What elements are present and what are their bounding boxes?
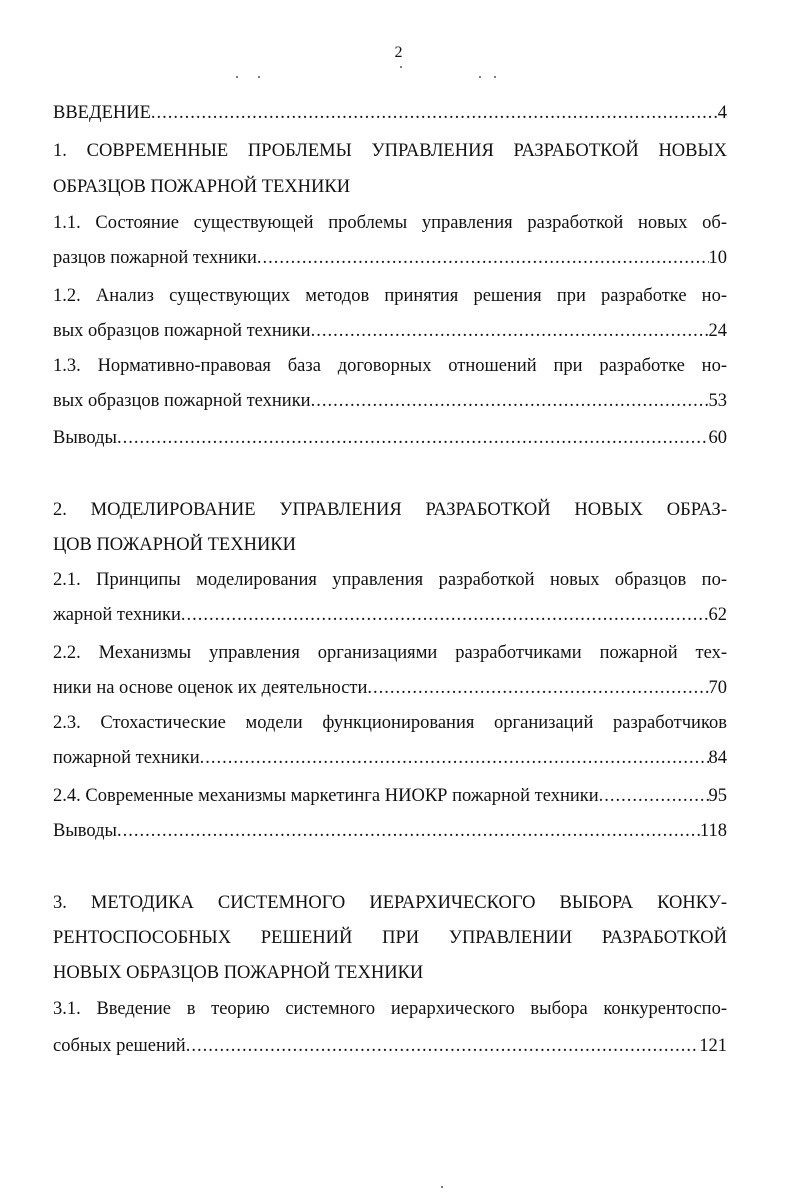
toc-entry-2-3-line-1: 2.3. Стохастические модели функционирования организаций разработчиков: [53, 713, 727, 733]
toc-entry-1-conclusions[interactable]: [53, 425, 727, 451]
toc-entry-label: пожарной техники: [53, 748, 200, 768]
toc-page-number: 24: [708, 321, 727, 341]
toc-entry-2-4[interactable]: [53, 783, 727, 809]
toc-entry-label: жарной техники: [53, 605, 181, 625]
dot-leader: [186, 1033, 700, 1059]
dot-leader: [181, 602, 709, 628]
toc-entry-1-3-line-1: 1.3. Нормативно-правовая база договорных отношений при разработке но-: [53, 356, 727, 376]
toc-page-number: 118: [699, 821, 727, 841]
toc-entry-label: вых образцов пожарной техники: [53, 321, 311, 341]
chapter-3-title-line-2: РЕНТОСПОСОБНЫХ РЕШЕНИЙ ПРИ УПРАВЛЕНИИ РАЗРАБОТКОЙ: [53, 928, 727, 948]
scan-speck: [258, 76, 260, 78]
toc-entry-1-2[interactable]: [53, 318, 727, 344]
toc-entry-label: ники на основе оценок их деятельности: [53, 678, 368, 698]
toc-entry-2-1-line-1: 2.1. Принципы моделирования управления разработкой новых образцов по-: [53, 570, 727, 590]
toc-page-number: 53: [708, 391, 727, 411]
toc-entry-1-3[interactable]: [53, 388, 727, 414]
dot-leader: [257, 245, 709, 271]
toc-page-number: 4: [717, 103, 727, 123]
toc-entry-label: разцов пожарной техники: [53, 248, 257, 268]
page-number: 2: [394, 44, 403, 61]
toc-entry-label: Выводы: [53, 428, 117, 448]
toc-entry-label: 2.4. Современные механизмы маркетинга НИОКР пожарной техники: [53, 786, 599, 806]
scan-speck: [479, 76, 481, 78]
dot-leader: [117, 425, 709, 451]
toc-page-number: 95: [708, 786, 727, 806]
toc-page-number: 60: [708, 428, 727, 448]
dot-leader: [117, 818, 700, 844]
dot-leader: [311, 318, 709, 344]
chapter-3-title-line-1: 3. МЕТОДИКА СИСТЕМНОГО ИЕРАРХИЧЕСКОГО ВЫБОРА КОНКУ-: [53, 893, 727, 913]
dot-leader: [311, 388, 709, 414]
chapter-1-title-line-1: 1. СОВРЕМЕННЫЕ ПРОБЛЕМЫ УПРАВЛЕНИЯ РАЗРАБОТКОЙ НОВЫХ: [53, 141, 727, 161]
toc-entry-label: собных решений: [53, 1036, 186, 1056]
toc-page-number: 70: [708, 678, 727, 698]
scan-speck: [400, 66, 402, 68]
scan-speck: [441, 1186, 443, 1188]
toc-entry-2-2-line-1: 2.2. Механизмы управления организациями разработчиками пожарной тех-: [53, 643, 727, 663]
chapter-3-title-line-3: НОВЫХ ОБРАЗЦОВ ПОЖАРНОЙ ТЕХНИКИ: [53, 963, 424, 983]
scan-speck: [236, 76, 238, 78]
toc-entry-2-2[interactable]: [53, 675, 727, 701]
toc-entry-2-1[interactable]: [53, 602, 727, 628]
toc-entry-1-1[interactable]: [53, 245, 727, 271]
toc-entry-2-conclusions[interactable]: [53, 818, 727, 844]
dot-leader: [200, 745, 709, 771]
toc-entry-2-3[interactable]: [53, 745, 727, 771]
chapter-2-title-line-1: 2. МОДЕЛИРОВАНИЕ УПРАВЛЕНИЯ РАЗРАБОТКОЙ НОВЫХ ОБРАЗ-: [53, 500, 727, 520]
dot-leader: [367, 675, 708, 701]
chapter-1-title-line-2: ОБРАЗЦОВ ПОЖАРНОЙ ТЕХНИКИ: [53, 177, 351, 197]
toc-entry-1-1-line-1: 1.1. Состояние существующей проблемы управления разработкой новых об-: [53, 213, 727, 233]
toc-page-number: 121: [699, 1036, 727, 1056]
dot-leader: [599, 783, 709, 809]
toc-page-number: 84: [708, 748, 727, 768]
toc-entry-1-2-line-1: 1.2. Анализ существующих методов принятия решения при разработке но-: [53, 286, 727, 306]
toc-entry-label: вых образцов пожарной техники: [53, 391, 311, 411]
toc-page-number: 10: [708, 248, 727, 268]
dot-leader: [151, 100, 718, 126]
toc-entry-label: ВВЕДЕНИЕ: [53, 103, 151, 123]
toc-entry-3-1[interactable]: [53, 1033, 727, 1059]
toc-entry-intro[interactable]: [53, 100, 727, 126]
toc-entry-3-1-line-1: 3.1. Введение в теорию системного иерархического выбора конкурентоспо-: [53, 999, 727, 1019]
toc-entry-label: Выводы: [53, 821, 117, 841]
chapter-2-title-line-2: ЦОВ ПОЖАРНОЙ ТЕХНИКИ: [53, 535, 297, 555]
scan-speck: [494, 76, 496, 78]
toc-page-number: 62: [708, 605, 727, 625]
